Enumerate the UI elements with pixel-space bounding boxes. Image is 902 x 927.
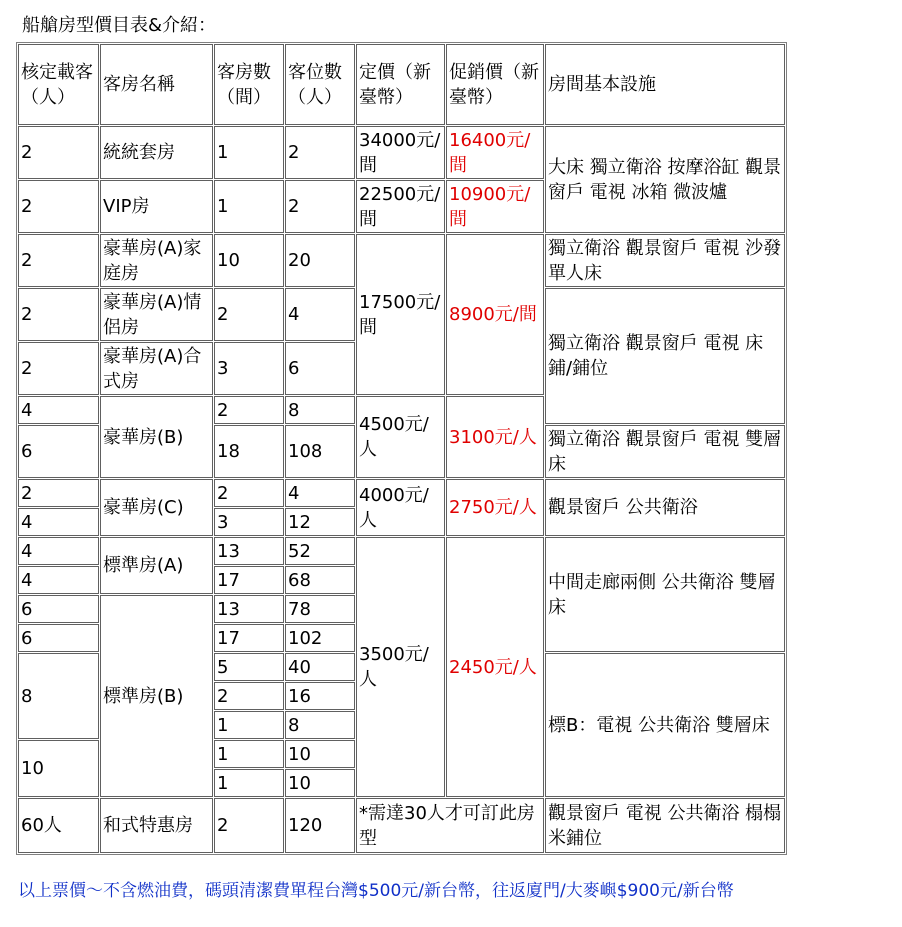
room-count-cell: 1 (214, 711, 284, 739)
berth-count-cell: 16 (285, 682, 355, 710)
capacity-cell: 4 (18, 537, 99, 565)
room-name-cell: 和式特惠房 (100, 798, 213, 853)
room-count-cell: 17 (214, 566, 284, 594)
facilities-cell: 獨立衛浴 觀景窗戶 電視 雙層床 (545, 425, 785, 478)
room-count-cell: 2 (214, 682, 284, 710)
berth-count-cell: 40 (285, 653, 355, 681)
promo-price-cell: 2450元/人 (446, 537, 544, 797)
berth-count-cell: 102 (285, 624, 355, 652)
room-price-table (16, 42, 787, 855)
capacity-cell: 4 (18, 508, 99, 536)
berth-count-cell: 2 (285, 180, 355, 233)
room-count-cell: 10 (214, 234, 284, 287)
room-name-cell: 豪華房(A)合式房 (100, 342, 213, 395)
capacity-cell: 8 (18, 653, 99, 739)
table-row (18, 798, 785, 853)
berth-count-cell: 6 (285, 342, 355, 395)
capacity-cell: 60人 (18, 798, 99, 853)
capacity-cell: 2 (18, 234, 99, 287)
room-name-cell: VIP房 (100, 180, 213, 233)
berth-count-cell: 68 (285, 566, 355, 594)
table-row (18, 126, 785, 179)
facilities-cell: 獨立衛浴 觀景窗戶 電視 床鋪/鋪位 (545, 288, 785, 424)
capacity-cell: 6 (18, 624, 99, 652)
list-price-cell: 17500元/間 (356, 234, 445, 395)
page-title: 船艙房型價目表&介紹： (22, 15, 217, 36)
table-row (18, 537, 785, 565)
promo-price-cell: 16400元/間 (446, 126, 544, 179)
room-count-cell: 2 (214, 798, 284, 853)
capacity-cell: 4 (18, 566, 99, 594)
room-count-cell: 13 (214, 595, 284, 623)
capacity-cell: 2 (18, 342, 99, 395)
list-price-cell: 34000元/間 (356, 126, 445, 179)
header-capacity: 核定載客（人） (18, 44, 99, 125)
room-name-cell: 統統套房 (100, 126, 213, 179)
list-price-cell: 4000元/人 (356, 479, 445, 536)
header-facilities: 房間基本設施 (545, 44, 785, 125)
room-count-cell: 3 (214, 508, 284, 536)
room-count-cell: 18 (214, 425, 284, 478)
facilities-cell: 中間走廊兩側 公共衛浴 雙層床 (545, 537, 785, 652)
berth-count-cell: 78 (285, 595, 355, 623)
room-count-cell: 1 (214, 769, 284, 797)
list-price-cell: 4500元/人 (356, 396, 445, 478)
room-count-cell: 2 (214, 396, 284, 424)
room-name-cell: 豪華房(A)情侶房 (100, 288, 213, 341)
room-count-cell: 1 (214, 740, 284, 768)
capacity-cell: 2 (18, 479, 99, 507)
capacity-cell: 2 (18, 126, 99, 179)
berth-count-cell: 2 (285, 126, 355, 179)
header-promo-price: 促銷價（新臺幣） (446, 44, 544, 125)
room-name-cell: 豪華房(A)家庭房 (100, 234, 213, 287)
berth-count-cell: 4 (285, 479, 355, 507)
header-list-price: 定價（新臺幣） (356, 44, 445, 125)
capacity-cell: 6 (18, 595, 99, 623)
room-name-cell: 豪華房(C) (100, 479, 213, 536)
berth-count-cell: 8 (285, 396, 355, 424)
room-count-cell: 2 (214, 288, 284, 341)
footer-note: 以上票價～不含燃油費，碼頭清潔費單程台灣$500元/新台幣，往返廈門/大麥嶼$900元/新台幣 (18, 881, 734, 901)
promo-price-cell: 2750元/人 (446, 479, 544, 536)
list-price-cell: 3500元/人 (356, 537, 445, 797)
berth-count-cell: 8 (285, 711, 355, 739)
berth-count-cell: 4 (285, 288, 355, 341)
facilities-cell: 獨立衛浴 觀景窗戶 電視 沙發 單人床 (545, 234, 785, 287)
facilities-cell: 觀景窗戶 電視 公共衛浴 榻榻米鋪位 (545, 798, 785, 853)
room-count-cell: 2 (214, 479, 284, 507)
room-count-cell: 13 (214, 537, 284, 565)
capacity-cell: 4 (18, 396, 99, 424)
capacity-cell: 10 (18, 740, 99, 797)
berth-count-cell: 108 (285, 425, 355, 478)
promo-price-cell: 8900元/間 (446, 234, 544, 395)
facilities-cell: 標B：電視 公共衛浴 雙層床 (545, 653, 785, 797)
table-row (18, 234, 785, 287)
facilities-cell: 觀景窗戶 公共衛浴 (545, 479, 785, 536)
facilities-cell: 大床 獨立衛浴 按摩浴缸 觀景窗戶 電視 冰箱 微波爐 (545, 126, 785, 233)
berth-count-cell: 20 (285, 234, 355, 287)
room-count-cell: 1 (214, 180, 284, 233)
room-count-cell: 5 (214, 653, 284, 681)
header-room-name: 客房名稱 (100, 44, 213, 125)
capacity-cell: 2 (18, 288, 99, 341)
header-room-count: 客房數（間） (214, 44, 284, 125)
room-count-cell: 3 (214, 342, 284, 395)
capacity-cell: 6 (18, 425, 99, 478)
capacity-cell: 2 (18, 180, 99, 233)
berth-count-cell: 10 (285, 769, 355, 797)
room-name-cell: 標準房(B) (100, 595, 213, 797)
room-count-cell: 17 (214, 624, 284, 652)
berth-count-cell: 120 (285, 798, 355, 853)
room-name-cell: 標準房(A) (100, 537, 213, 594)
berth-count-cell: 12 (285, 508, 355, 536)
table-row (18, 479, 785, 507)
list-price-cell: 22500元/間 (356, 180, 445, 233)
berth-count-cell: 52 (285, 537, 355, 565)
berth-count-cell: 10 (285, 740, 355, 768)
promo-price-cell: 3100元/人 (446, 396, 544, 478)
room-name-cell: 豪華房(B) (100, 396, 213, 478)
promo-price-cell: 10900元/間 (446, 180, 544, 233)
note-cell: *需達30人才可訂此房型 (356, 798, 544, 853)
room-count-cell: 1 (214, 126, 284, 179)
header-row (18, 44, 785, 125)
header-berth-count: 客位數（人） (285, 44, 355, 125)
